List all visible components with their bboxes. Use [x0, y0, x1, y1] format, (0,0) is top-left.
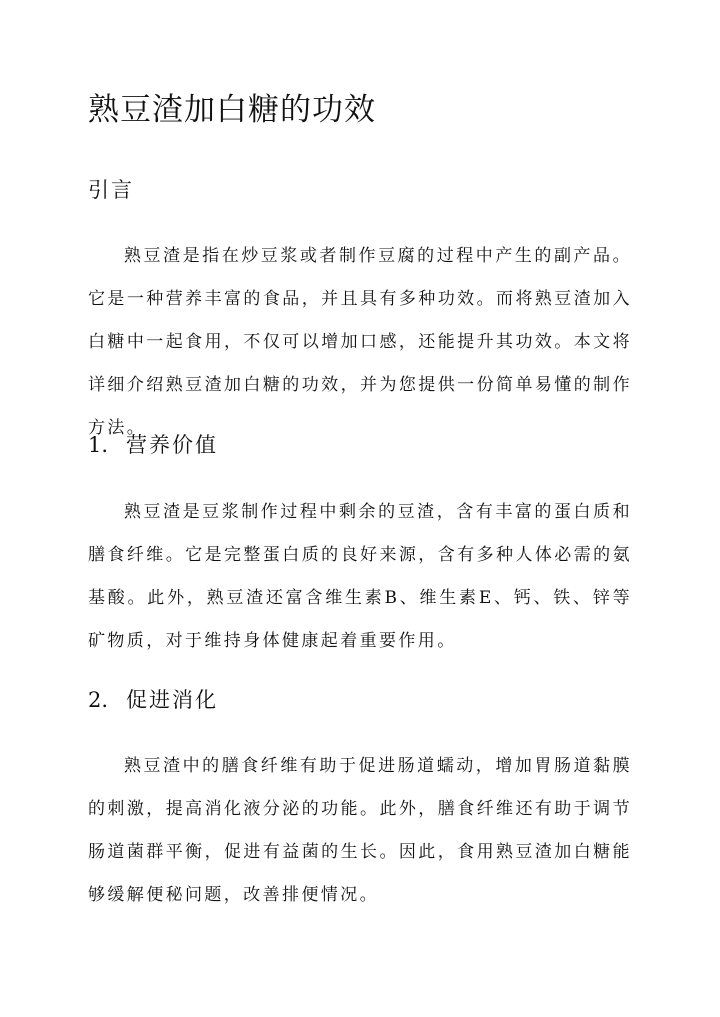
section-heading-digestion — [88, 684, 218, 714]
section-number: 2. — [88, 688, 109, 712]
intro-heading: 引言 — [88, 178, 134, 202]
section-number: 1. — [88, 433, 109, 457]
document-title: 熟豆渣加白糖的功效 — [88, 92, 376, 128]
section-title: 营养价值 — [126, 433, 218, 457]
section-paragraph-digestion: 熟豆渣中的膳食纤维有助于促进肠道蠕动，增加胃肠道黏膜的刺激，提高消化液分泌的功能。此外，膳食纤维还有助于调节肠道菌群平衡，促进有益菌的生长。因此，食用熟豆渣加白糖能够缓解便秘问题，改善排便情况。 — [88, 756, 632, 905]
section-heading-nutrition — [88, 429, 218, 459]
section-title: 促进消化 — [126, 688, 218, 712]
intro-paragraph: 熟豆渣是指在炒豆浆或者制作豆腐的过程中产生的副产品。它是一种营养丰富的食品，并且具有多种功效。而将熟豆渣加入白糖中一起食用，不仅可以增加口感，还能提升其功效。本文将详细介绍熟豆渣加白糖的功效，并为您提供一份简单易懂的制作方法。 — [88, 246, 632, 438]
section-paragraph-nutrition: 熟豆渣是豆浆制作过程中剩余的豆渣，含有丰富的蛋白质和膳食纤维。它是完整蛋白质的良好来源，含有多种人体必需的氨基酸。此外，熟豆渣还富含维生素B、维生素E、钙、铁、锌等矿物质，对于维持身体健康起着重要作用。 — [88, 502, 632, 651]
